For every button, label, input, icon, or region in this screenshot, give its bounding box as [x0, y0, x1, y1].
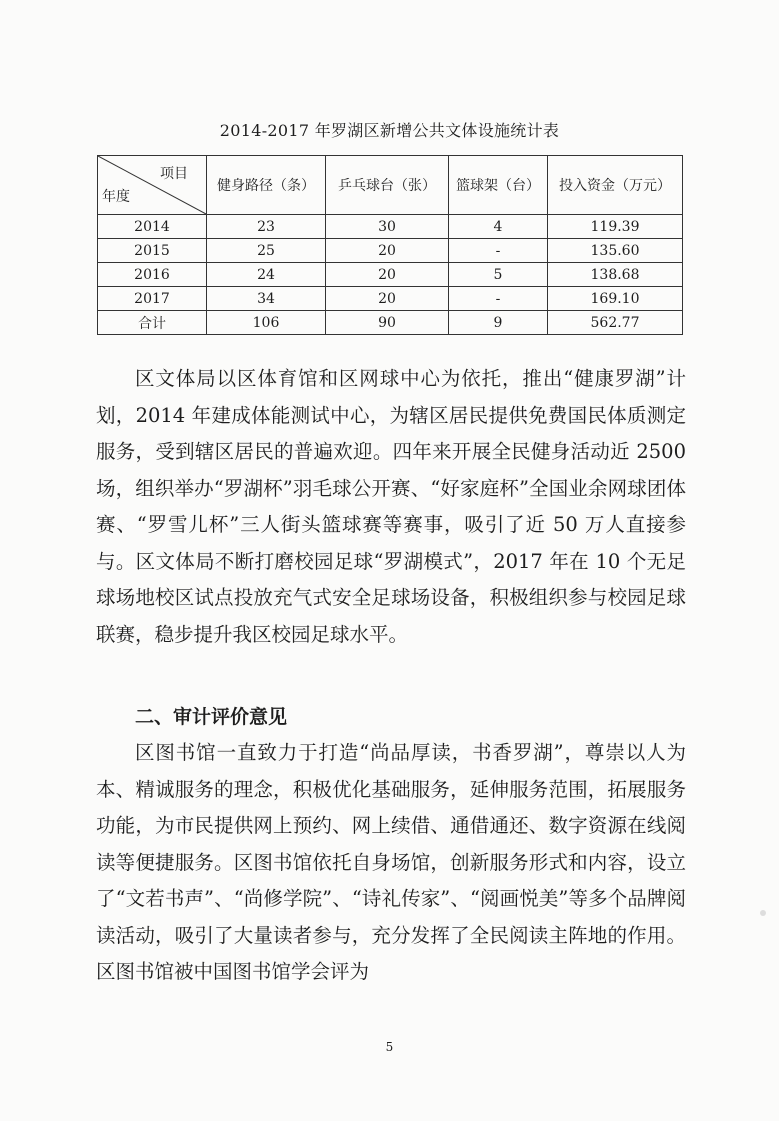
year-cell: 2017: [98, 287, 207, 311]
year-cell: 2015: [98, 239, 207, 263]
page-number: 5: [385, 1040, 394, 1054]
fund-cell: 169.10: [548, 287, 683, 311]
fitness-cell: 23: [207, 215, 326, 239]
scan-mark: [760, 910, 766, 916]
column-header: 乒乓球台（张）: [326, 156, 449, 215]
body-paragraph: 区图书馆一直致力于打造“尚品厚读，书香罗湖”，尊崇以人为本、精诚服务的理念，积极优化基础服务，延伸服务范围，拓展服务功能，为市民提供网上预约、网上续借、通借通还、数字资源在线阅读等便捷服务。区图书馆依托自身场馆，创新服务形式和内容，设立了“文若书声”、“尚修学院”、“诗礼传家”、“阅画悦美”等多个品牌阅读活动，吸引了大量读者参与，充分发挥了全民阅读主阵地的作用。区图书馆被中国图书馆学会评为: [96, 741, 686, 983]
table-title: 2014-2017 年罗湖区新增公共文体设施统计表: [219, 121, 560, 140]
header-item-label: 项目: [160, 166, 188, 182]
diagonal-header-cell: [98, 156, 207, 215]
year-cell: 2016: [98, 263, 207, 287]
fitness-cell: 25: [207, 239, 326, 263]
year-cell: 2014: [98, 215, 207, 239]
column-header: 篮球架（台）: [449, 156, 548, 215]
pingpong-cell: 20: [326, 239, 449, 263]
basketball-cell: 9: [449, 311, 548, 335]
basketball-cell: 4: [449, 215, 548, 239]
table-row: [98, 263, 683, 287]
year-cell: 合计: [98, 311, 207, 335]
table-row: [98, 239, 683, 263]
pingpong-cell: 90: [326, 311, 449, 335]
pingpong-cell: 20: [326, 287, 449, 311]
fitness-cell: 34: [207, 287, 326, 311]
fund-cell: 119.39: [548, 215, 683, 239]
fund-cell: 135.60: [548, 239, 683, 263]
fitness-cell: 24: [207, 263, 326, 287]
body-paragraph: 区文体局以区体育馆和区网球中心为依托，推出“健康罗湖”计划，2014 年建成体能测试中心，为辖区居民提供免费国民体质测定服务，受到辖区居民的普遍欢迎。四年来开展全民健身活动近 2500 场，组织举办“罗湖杯”羽毛球公开赛、“好家庭杯”全国业余网球团体赛、“罗雪儿杯”三人街头篮球赛等赛事，吸引了近 50 万人直接参与。区文体局不断打磨校园足球“罗湖模式”，2017 年在 10 个无足球场地校区试点投放充气式安全足球场设备，积极组织参与校园足球联赛，稳步提升我区校园足球水平。: [96, 367, 686, 646]
fund-cell: 562.77: [548, 311, 683, 335]
basketball-cell: 5: [449, 263, 548, 287]
fitness-cell: 106: [207, 311, 326, 335]
table-header-row: [98, 156, 683, 215]
basketball-cell: -: [449, 287, 548, 311]
table-row: [98, 215, 683, 239]
table-total-row: [98, 311, 683, 335]
column-header: 健身路径（条）: [207, 156, 326, 215]
pingpong-cell: 30: [326, 215, 449, 239]
fund-cell: 138.68: [548, 263, 683, 287]
section-heading: 二、审计评价意见: [135, 706, 288, 728]
basketball-cell: -: [449, 239, 548, 263]
table-row: [98, 287, 683, 311]
pingpong-cell: 20: [326, 263, 449, 287]
stats-table: [97, 155, 683, 335]
header-year-label: 年度: [102, 189, 130, 205]
column-header: 投入资金（万元）: [548, 156, 683, 215]
